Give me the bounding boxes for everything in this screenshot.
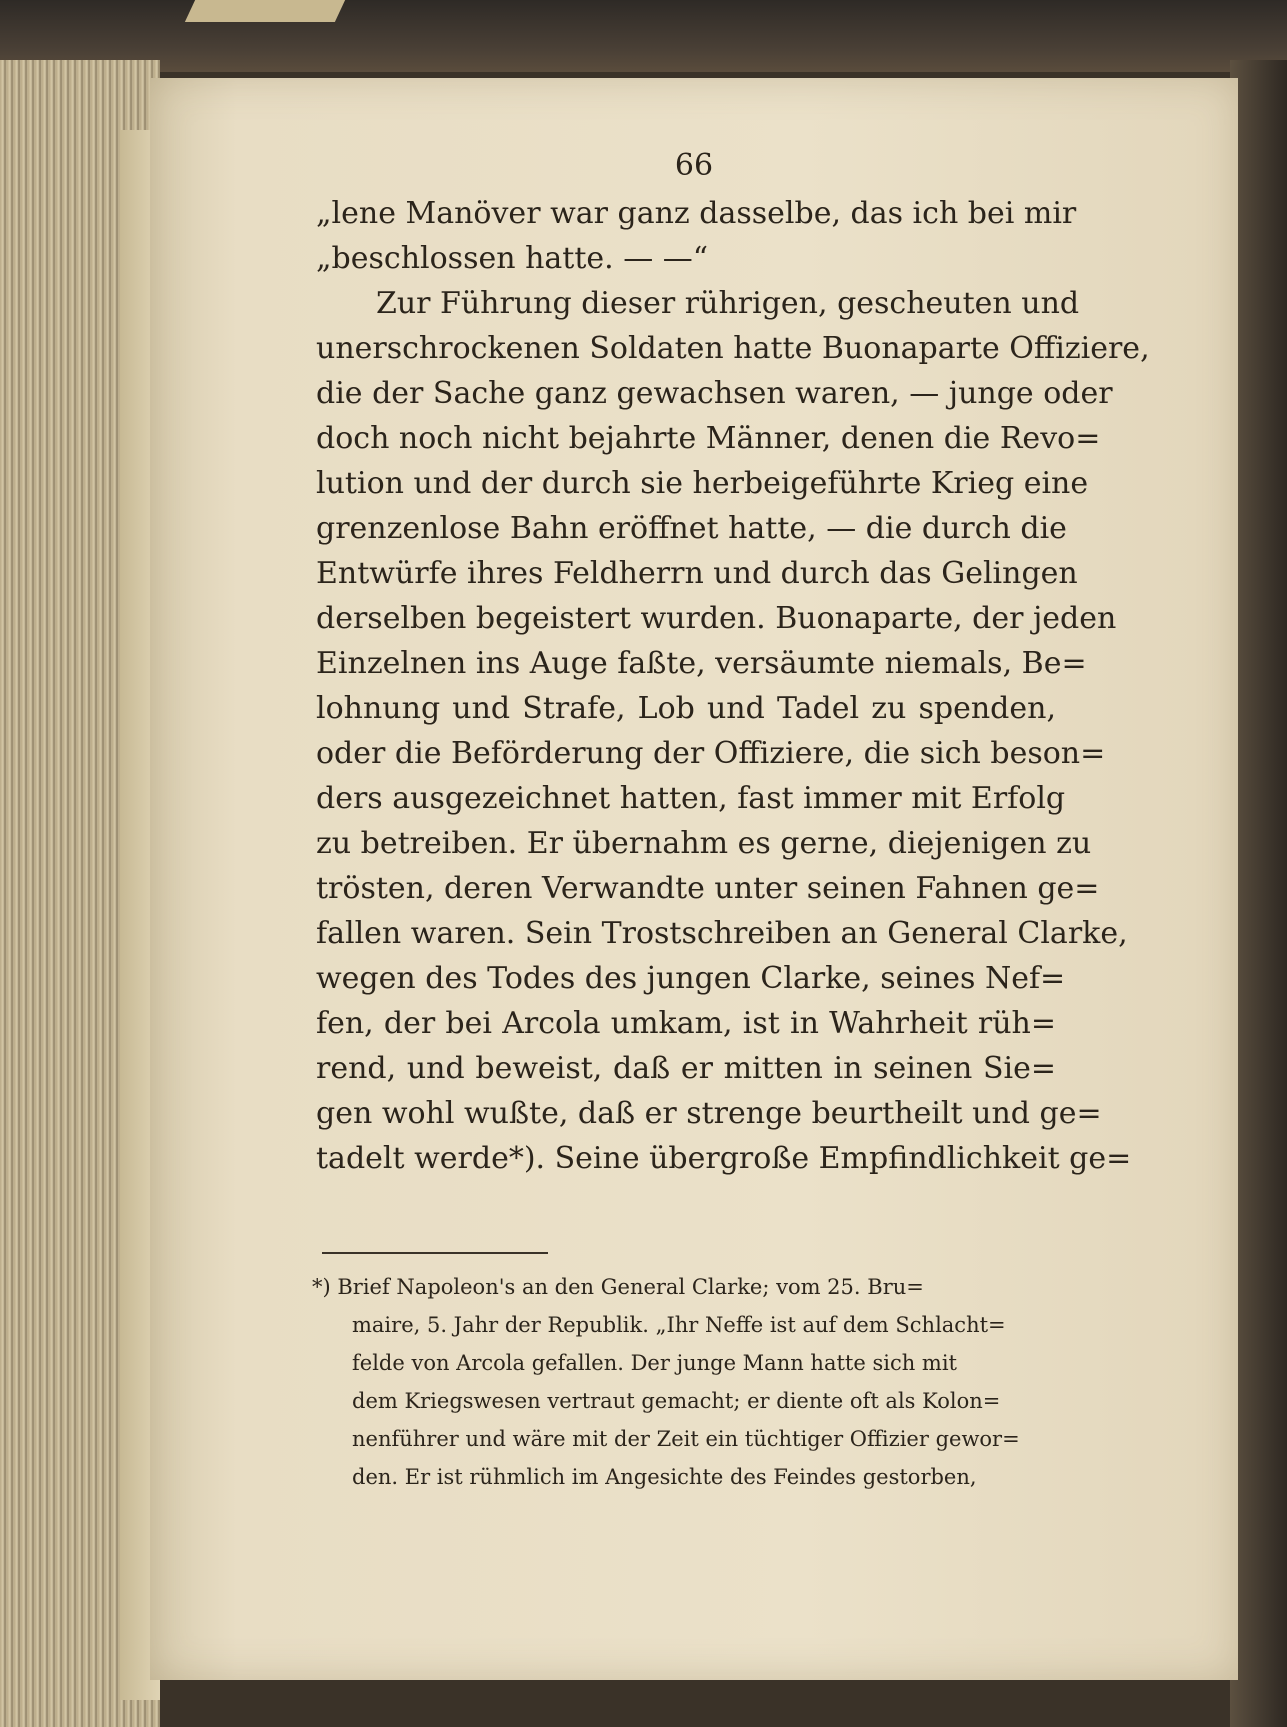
- text-line: zu betreiben. Er übernahm es gerne, diejenigen zu: [316, 826, 1092, 861]
- bookmark-tab: [185, 0, 345, 22]
- text-line: grenzenlose Bahn eröffnet hatte, — die durch die: [316, 511, 1067, 546]
- text-line: fen, der bei Arcola umkam, ist in Wahrheit rüh=: [316, 1006, 1056, 1041]
- text-line: rend, und beweist, daß er mitten in seinen Sie=: [316, 1051, 1056, 1086]
- text-line: derselben begeistert wurden. Buonaparte, der jeden: [316, 601, 1117, 636]
- text-line: unerschrockenen Soldaten hatte Buonaparte Offiziere,: [316, 331, 1150, 366]
- text-line: Entwürfe ihres Feldherrn und durch das Gelingen: [316, 556, 1078, 591]
- footnote-line: felde von Arcola gefallen. Der junge Mann hatte sich mit: [352, 1351, 957, 1375]
- footnote-line: nenführer und wäre mit der Zeit ein tüchtiger Offizier gewor=: [352, 1427, 1020, 1451]
- text-line: doch noch nicht bejahrte Männer, denen die Revo=: [316, 421, 1101, 456]
- text-line: „lene Manöver war ganz dasselbe, das ich bei mir: [316, 196, 1077, 231]
- text-line: tadelt werde*). Seine übergroße Empfindlichkeit ge=: [316, 1141, 1132, 1176]
- text-line: wegen des Todes des jungen Clarke, seines Nef=: [316, 961, 1066, 996]
- footnote-line: maire, 5. Jahr der Republik. „Ihr Neffe ist auf dem Schlacht=: [352, 1313, 1006, 1337]
- footnote-line: dem Kriegswesen vertraut gemacht; er diente oft als Kolon=: [352, 1389, 1001, 1413]
- footnote-line: *) Brief Napoleon's an den General Clarke; vom 25. Bru=: [312, 1275, 924, 1299]
- footnote-line: den. Er ist rühmlich im Angesichte des Feindes gestorben,: [352, 1465, 977, 1489]
- text-line: oder die Beförderung der Offiziere, die sich beson=: [316, 736, 1106, 771]
- page-number: 66: [674, 148, 714, 183]
- book-right-edge: [1230, 60, 1287, 1727]
- text-line: die der Sache ganz gewachsen waren, — junge oder: [316, 376, 1113, 411]
- text-line: ders ausgezeichnet hatten, fast immer mit Erfolg: [316, 781, 1066, 816]
- text-line: Zur Führung dieser rührigen, gescheuten und: [376, 286, 1080, 321]
- text-line: gen wohl wußte, daß er strenge beurtheilt und ge=: [316, 1096, 1102, 1131]
- book-top-edge: [0, 0, 1287, 72]
- text-line: trösten, deren Verwandte unter seinen Fahnen ge=: [316, 871, 1100, 906]
- book-page: [150, 78, 1238, 1680]
- body-text: [316, 191, 1150, 1181]
- text-line: lohnung und Strafe, Lob und Tadel zu spenden,: [316, 691, 1056, 726]
- footnote: [312, 1268, 1102, 1496]
- footnote-divider: [322, 1252, 548, 1254]
- text-line: fallen waren. Sein Trostschreiben an General Clarke,: [316, 916, 1128, 951]
- text-line: „beschlossen hatte. — —“: [316, 241, 709, 276]
- stacked-page-edges: [0, 60, 160, 1727]
- text-line: Einzelnen ins Auge faßte, versäumte niemals, Be=: [316, 646, 1087, 681]
- text-line: lution und der durch sie herbeigeführte Krieg eine: [316, 466, 1089, 501]
